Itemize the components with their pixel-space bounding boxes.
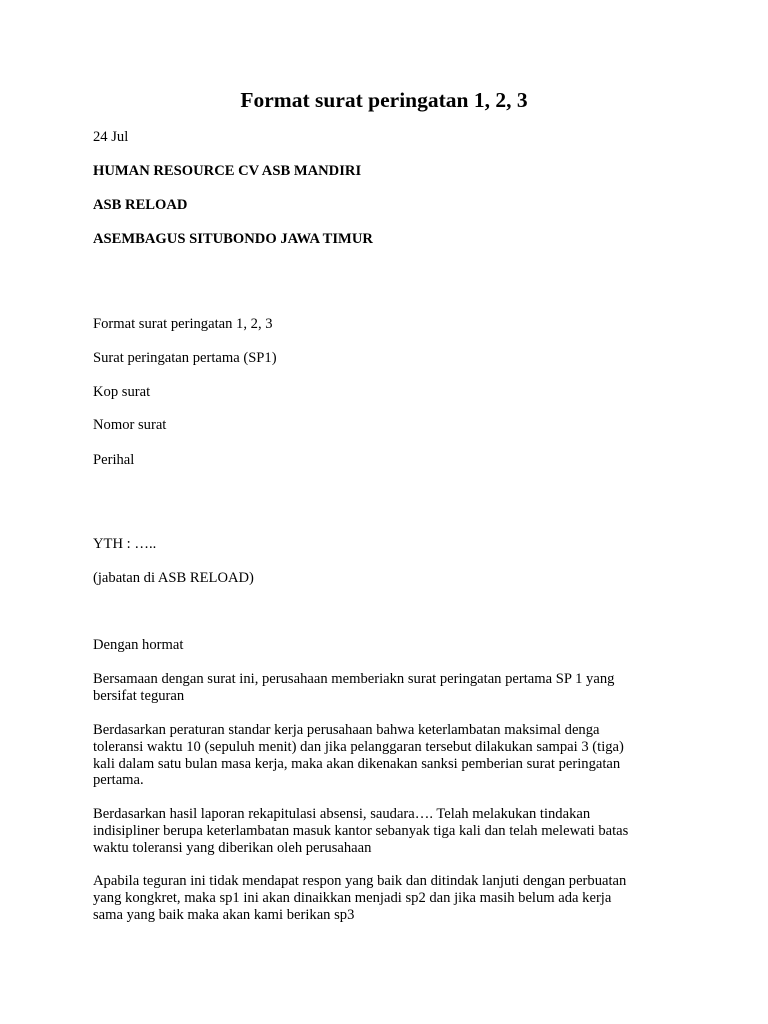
paragraph-line: toleransi waktu 10 (sepuluh menit) dan jika pelanggaran tersebut dilakukan sampai 3 (tiga): [93, 738, 624, 755]
paragraph-line: indisipliner berupa keterlambatan masuk kantor sebanyak tiga kali dan telah melewati batas: [93, 822, 629, 839]
paragraph-4: [93, 873, 673, 923]
paragraph-line: Berdasarkan hasil laporan rekapitulasi absensi, saudara…. Telah melakukan tindakan: [93, 806, 591, 822]
paragraph-line: sama yang baik maka akan kami berikan sp3: [93, 906, 355, 923]
paragraph-line: Bersamaan dengan surat ini, perusahaan memberiakn surat peringatan pertama SP 1 yang: [93, 671, 615, 687]
paragraph-line: pertama.: [93, 772, 144, 789]
paragraph-line: bersifat teguran: [93, 687, 185, 704]
section-title: Format surat peringatan 1, 2, 3: [93, 316, 273, 332]
perihal-label: Perihal: [93, 452, 135, 468]
company-name: HUMAN RESOURCE CV ASB MANDIRI: [93, 163, 362, 179]
paragraph-2: [93, 722, 673, 789]
salutation: Dengan hormat: [93, 637, 184, 653]
paragraph-1: [93, 671, 673, 705]
paragraph-line: kali dalam satu bulan masa kerja, maka akan dikenakan sanksi pemberian surat peringatan: [93, 755, 621, 772]
paragraph-line: Berdasarkan peraturan standar kerja perusahaan bahwa keterlambatan maksimal denga: [93, 722, 600, 738]
document-title: Format surat peringatan 1, 2, 3: [240, 88, 528, 112]
sp-title: Surat peringatan pertama (SP1): [93, 350, 277, 366]
paragraph-line: Apabila teguran ini tidak mendapat respon yang baik dan ditindak lanjuti dengan perbuatan: [93, 873, 627, 889]
jabatan-line: (jabatan di ASB RELOAD): [93, 570, 254, 586]
paragraph-line: waktu toleransi yang diberikan oleh perusahaan: [93, 839, 372, 856]
paragraph-3: [93, 806, 673, 856]
paragraph-line: yang kongkret, maka sp1 ini akan dinaikkan menjadi sp2 dan jika masih belum ada kerja: [93, 889, 612, 906]
kop-label: Kop surat: [93, 384, 151, 400]
nomor-label: Nomor surat: [93, 417, 167, 433]
yth-line: YTH : …..: [93, 536, 157, 552]
brand-name: ASB RELOAD: [93, 197, 188, 213]
company-address: ASEMBAGUS SITUBONDO JAWA TIMUR: [93, 231, 373, 247]
date-text: 24 Jul: [93, 129, 129, 145]
